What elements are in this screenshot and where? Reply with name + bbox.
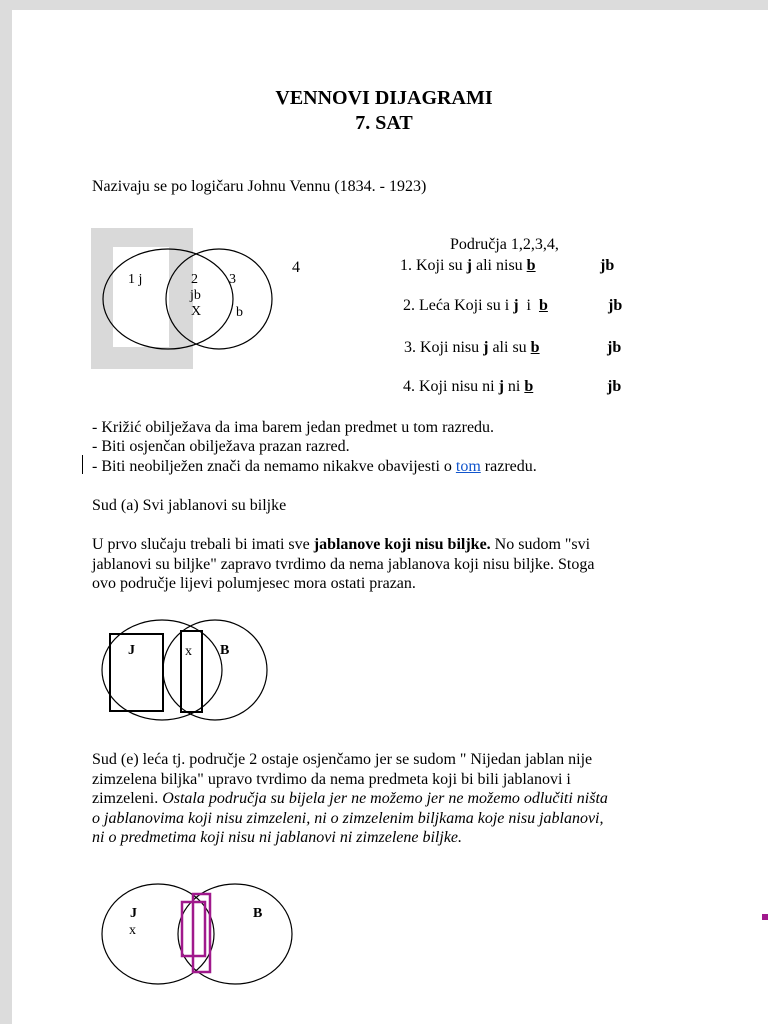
text-cursor [82,455,83,474]
item-j: j [483,339,489,356]
para2-line5: ni o predmetima koji nisu ni jablanovi ni zimzelene biljke. [92,829,463,846]
venn-diagram-no-j-is-b [98,880,298,990]
para1-line1 [92,535,590,555]
para1-text: No sudom "svi [490,536,591,553]
region-item-4 [403,378,533,396]
para2-line2: zimzelena biljka" upravo tvrdimo da nema predmeta koji bi bili jablanovi i [92,771,571,788]
item-b: b [526,257,536,274]
j-label: J [128,643,135,658]
item-b: b [530,339,540,356]
item-text: 3. Koji nisu [404,339,484,356]
region-1-label: 1 j [128,272,143,287]
circle-j [102,884,214,984]
region-item-4-tag: jb [607,378,622,395]
item-text: ni [503,378,525,395]
circle-b [163,620,267,720]
jb-label: jb [190,288,201,303]
venn-diagram-regions [88,225,318,375]
b-label: B [253,906,263,921]
item-j: j [513,297,519,314]
note-text: - Biti neobilježen znači da nemamo nikakve obavijesti o [92,458,456,475]
para1-line2: jablanovi su biljke" zapravo tvrdimo da nema jablanova koji nisu biljke. Stoga [92,556,595,573]
item-text: i [518,297,535,314]
region-item-2-tag: jb [608,297,623,314]
shade-box-left [110,634,163,711]
venn-diagram-all-j-are-b [98,618,273,723]
white-inner-region [113,247,169,347]
para1-text: U prvo slučaju trebali bi imati sve [92,536,314,553]
region-3-label: 3 [229,272,236,287]
item-j: j [466,257,472,274]
para1-bold: jablanove koji nisu biljke. [313,536,491,553]
shade-box-lens-outer [193,894,210,972]
region-2-label: 2 [191,272,198,287]
page-subtitle: 7. SAT [355,112,413,134]
para2-line4: o jablanovima koji nisu zimzeleni, ni o zimzelenim biljkama koje nisu jablanovi, [92,810,604,827]
para1-line3: ovo područje lijevi polumjesec mora ostati prazan. [92,575,416,592]
x-mark: x [185,644,192,659]
note-shaded: - Biti osjenčan obilježava prazan razred. [92,438,350,455]
region-4-label: 4 [292,259,300,276]
x-mark: x [129,923,136,938]
note-cross: - Križić obilježava da ima barem jedan predmet u tom razredu. [92,419,495,436]
item-text: ali nisu [472,257,527,274]
regions-heading: Područja 1,2,3,4, [450,236,559,253]
region-item-3 [404,339,540,357]
selection-handle[interactable] [762,914,768,920]
region-item-3-tag: jb [607,339,622,356]
item-text: ali su [488,339,531,356]
circle-b [178,884,292,984]
item-text: 1. Koji su [400,257,467,274]
sud-a-heading: Sud (a) Svi jablanovi su biljke [92,497,287,514]
document-page [12,10,768,1024]
region-item-1 [400,257,536,275]
b-label: B [220,643,230,658]
para2-text: zimzeleni. [92,790,163,807]
para2-line3 [92,789,608,809]
page-title: VENNOVI DIJAGRAMI [275,87,493,109]
region-item-1-tag: jb [600,257,615,274]
note-text: razredu. [480,458,537,475]
para2-line1: Sud (e) leća tj. područje 2 ostaje osjenčamo jer se sudom " Nijedan jablan nije [92,751,593,768]
note-unmarked [92,457,537,477]
intro-paragraph: Nazivaju se po logičaru Johnu Vennu (1834. - 1923) [92,178,427,195]
item-b: b [524,378,534,395]
item-text: 2. Leća Koji su i [403,297,514,314]
x-mark: X [191,304,202,319]
tom-link[interactable]: tom [455,458,481,475]
para2-italic: Ostala područja su bijela jer ne možemo jer ne možemo odlučiti ništa [162,790,608,807]
item-j: j [498,378,504,395]
region-item-2 [403,297,548,315]
b-label: b [236,305,243,320]
item-text: 4. Koji nisu ni [403,378,499,395]
j-label: J [130,906,137,921]
item-b: b [538,297,548,314]
